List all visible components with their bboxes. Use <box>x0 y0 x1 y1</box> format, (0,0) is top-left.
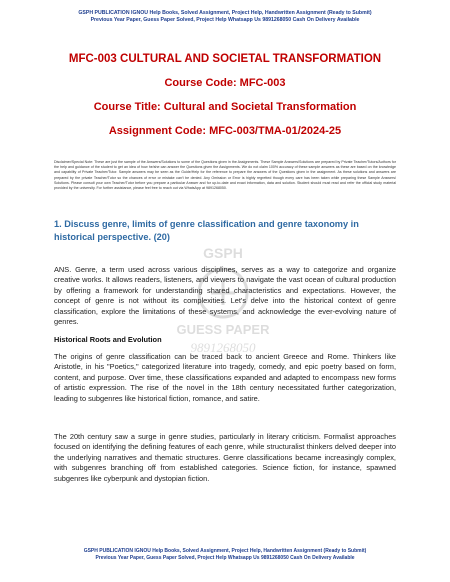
section-subheading: Historical Roots and Evolution <box>54 335 162 344</box>
answer-paragraph-2: The origins of genre classification can be traced back to ancient Greece and Rome. Thinkers like Aristotle, in his "Poetics," categorized literature into tragedy, comedy, and epic poetry based on form, content, and purpose. Over time, these classifications expanded and adapted to encompass new forms of artistic expression. The rise of the novel in the 18th century necessitated further categorization, leading to subgenres like historical fiction, romance, and satire. <box>54 352 396 403</box>
header-line-2: Previous Year Paper, Guess Paper Solved, Project Help Whatsapp Us 9891268050 Cash On Delivery Available <box>90 17 360 23</box>
watermark-line-1: GUESS PAPER <box>176 322 270 337</box>
header-line-1: GSPH PUBLICATION IGNOU Help Books, Solved Assignment, Project Help, Handwritten Assignment (Ready to Submit) <box>78 10 372 16</box>
disclaimer-note: Disclaimer/Special Note: These are just the sample of the Answers/Solutions to some of the Questions given in the Assignments. These Sample Answers/Solutions are prepared by Private Teacher/Tutors/Authors for the help and guidance of the student to get an idea of how he/she can answer the Questions given the Assignments. We do not claim 100% accuracy of these sample answers as these are based on the knowledge and capability of Private Teacher/Tutor. Sample answers may be seen as the Guide/Help for the reference to prepare the answers of the Questions given in the assignment. As these solutions and answers are prepared by the private Teacher/Tutor so the chances of error or mistake can't be denied. Any Omission or Error is highly regretted though every care has been taken while preparing these Sample Answers/ Solutions. Please consult your own Teacher/Tutor before you prepare a particular Answer and for up-to-date and exact information, data and solution. Student should must read and refer the official study material provided by the university. For further assistance, please feel free to reach out via WhatsApp at 9891268050. <box>54 160 396 191</box>
title-block <box>20 52 430 138</box>
course-full-title: MFC-003 CULTURAL AND SOCIETAL TRANSFORMATION <box>68 53 382 65</box>
course-title: Course Title: Cultural and Societal Transformation <box>93 101 357 113</box>
footer-line-2: Previous Year Paper, Guess Paper Solved, Project Help Whatsapp Us 9891268050 Cash On Delivery Available <box>95 555 355 561</box>
assignment-code: Assignment Code: MFC-003/TMA-01/2024-25 <box>108 125 342 137</box>
page-footer <box>26 548 424 562</box>
page-header <box>26 10 424 24</box>
footer-line-1: GSPH PUBLICATION IGNOU Help Books, Solved Assignment, Project Help, Handwritten Assignment (Ready to Submit) <box>83 548 367 554</box>
course-code: Course Code: MFC-003 <box>164 77 286 89</box>
watermark-brand: GSPH <box>203 245 243 261</box>
answer-paragraph-1: ANS. Genre, a term used across various disciplines, serves as a way to categorize and organize creative works. It allows readers, listeners, and viewers to navigate the vast ocean of cultural production by offering a framework for understanding shared characteristics and expectations. However, the concept of genre is not without its complexities. Let's delve into the historical context of genre classification, explore the limitations of these systems, and acknowledge the ever-evolving nature of genres. <box>54 265 396 327</box>
watermark-phone: 9891268050 <box>190 340 256 355</box>
question-heading: 1. Discuss genre, limits of genre classification and genre taxonomy in historical perspective. (20) <box>54 219 359 242</box>
answer-paragraph-3: The 20th century saw a surge in genre studies, particularly in literary criticism. Formalist approaches focused on identifying the defining features of each genre, while structuralist thinkers delved deeper into the underlying narratives and thematic structures. Genre classifications became increasingly complex, with subgenres branching off from established categories. Science fiction, for instance, spawned subgenres like cyberpunk and dystopian fiction. <box>54 432 396 483</box>
